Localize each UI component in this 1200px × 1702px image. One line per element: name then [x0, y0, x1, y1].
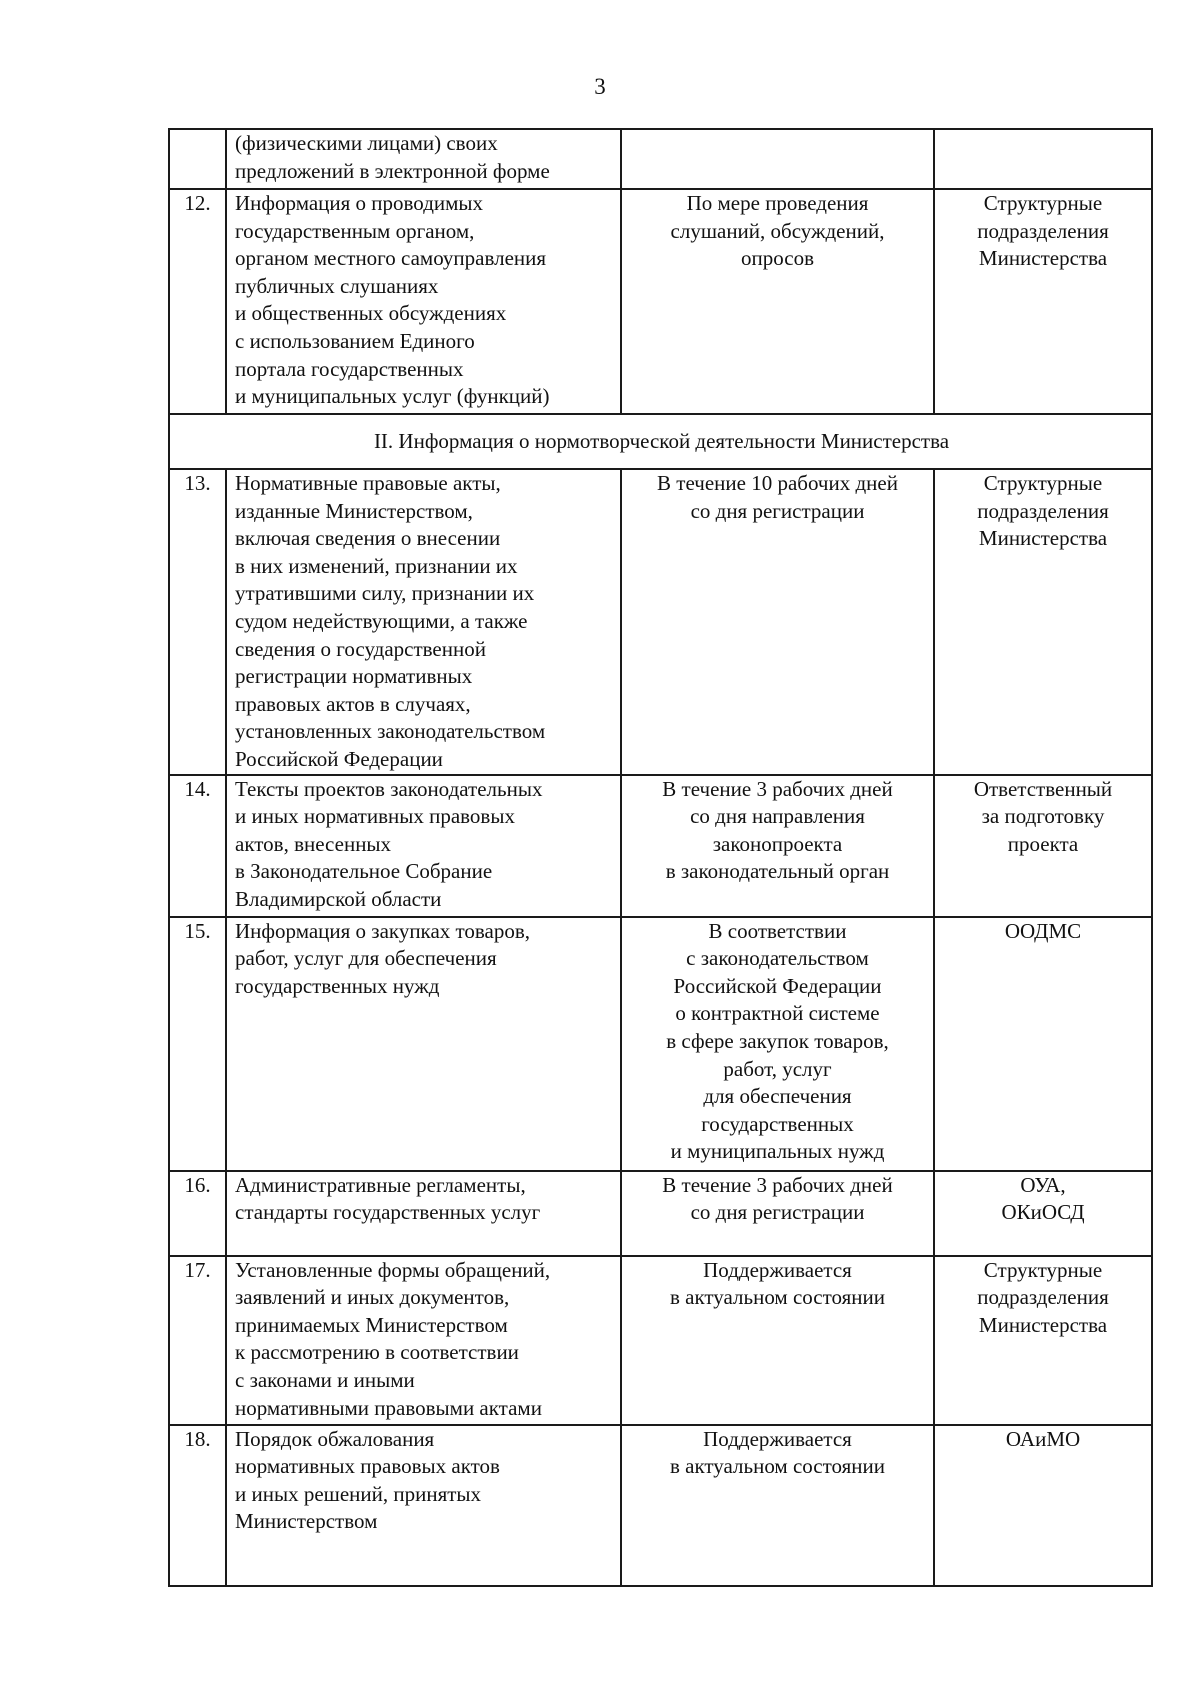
- section-header-row: [169, 414, 1152, 469]
- info-text: Установленные формы обращений, заявлений и иных документов, принимаемых Министерством к рассмотрению в соответствии с законами и иными нормативными правовыми актами: [235, 1257, 551, 1420]
- deadline-cell: [621, 189, 934, 414]
- row-number: 14.: [169, 775, 226, 917]
- deadline-cell: [621, 775, 934, 917]
- row-number: 12.: [169, 189, 226, 414]
- responsible-text: Структурные подразделения Министерства: [977, 1257, 1109, 1337]
- row-number: 15.: [169, 917, 226, 1171]
- table-row: [169, 129, 1152, 189]
- responsible-cell: [934, 1256, 1152, 1425]
- info-cell: [226, 1425, 621, 1586]
- responsible-text: ООДМС: [1004, 918, 1082, 943]
- info-text: Порядок обжалования нормативных правовых актов и иных решений, принятых Министерством: [235, 1426, 500, 1534]
- responsible-text: Структурные подразделения Министерства: [977, 471, 1109, 551]
- responsible-cell: [934, 189, 1152, 414]
- info-cell: [226, 1256, 621, 1425]
- responsible-text: ОУА, ОКиОСД: [1001, 1172, 1085, 1225]
- info-text: (физическими лицами) своих предложений в электронной форме: [235, 131, 550, 183]
- row-number: 17.: [169, 1256, 226, 1425]
- table-row: [169, 469, 1152, 775]
- deadline-cell: [621, 1171, 934, 1256]
- deadline-cell: [621, 1256, 934, 1425]
- section-title: II. Информация о нормотворческой деятельности Министерства: [169, 414, 1152, 469]
- info-text: Информация о проводимых государственным органом, органом местного самоуправления публичных слушаниях и общественных обсуждениях с использованием Единого портала государственных и муниципальных услуг (функций): [235, 191, 550, 409]
- row-number: [169, 129, 226, 189]
- info-cell: [226, 469, 621, 775]
- info-cell: [226, 1171, 621, 1256]
- responsible-cell: [934, 1425, 1152, 1586]
- row-number: 16.: [169, 1171, 226, 1256]
- deadline-text: В течение 3 рабочих дней со дня регистрации: [662, 1172, 893, 1225]
- table-row: [169, 189, 1152, 414]
- info-text: Административные регламенты, стандарты государственных услуг: [235, 1172, 541, 1225]
- info-text: Нормативные правовые акты, изданные Министерством, включая сведения о внесении в них изменений, признании их утратившими силу, признании их судом недействующими, а также сведения о государственной регистрации нормативных правовых актов в случаях, установленных законодательством Российской Федерации: [235, 471, 546, 771]
- deadline-text: В течение 3 рабочих дней со дня направления законопроекта в законодательный орган: [662, 776, 893, 884]
- responsible-cell: [934, 129, 1152, 189]
- deadline-cell: [621, 469, 934, 775]
- table-row: [169, 1256, 1152, 1425]
- table-row: [169, 917, 1152, 1171]
- info-cell: [226, 917, 621, 1171]
- table-row: [169, 1425, 1152, 1586]
- table-row: [169, 775, 1152, 917]
- responsible-cell: [934, 1171, 1152, 1256]
- responsible-text: Ответственный за подготовку проекта: [973, 776, 1113, 856]
- deadline-cell: [621, 129, 934, 189]
- deadline-text: Поддерживается в актуальном состоянии: [669, 1426, 885, 1479]
- deadline-text: В течение 10 рабочих дней со дня регистрации: [657, 471, 898, 523]
- info-cell: [226, 775, 621, 917]
- page-number: 3: [594, 74, 606, 99]
- row-number: 18.: [169, 1425, 226, 1586]
- deadline-text: По мере проведения слушаний, обсуждений, опросов: [670, 191, 885, 271]
- info-text: Информация о закупках товаров, работ, услуг для обеспечения государственных нужд: [235, 918, 531, 998]
- responsible-cell: [934, 917, 1152, 1171]
- deadline-text: В соответствии с законодательством Российской Федерации о контрактной системе в сфере закупок товаров, работ, услуг для обеспечения государственных и муниципальных нужд: [666, 918, 889, 1164]
- responsible-cell: [934, 469, 1152, 775]
- deadline-cell: [621, 1425, 934, 1586]
- row-number: 13.: [169, 469, 226, 775]
- table-row: [169, 1171, 1152, 1256]
- info-cell: [226, 129, 621, 189]
- responsible-text: ОАиМО: [1005, 1426, 1081, 1451]
- deadline-cell: [621, 917, 934, 1171]
- responsible-cell: [934, 775, 1152, 917]
- info-text: Тексты проектов законодательных и иных нормативных правовых актов, внесенных в Законодательное Собрание Владимирской области: [235, 776, 543, 911]
- info-cell: [226, 189, 621, 414]
- information-table: [168, 128, 1153, 1587]
- responsible-text: Структурные подразделения Министерства: [977, 191, 1109, 271]
- deadline-text: Поддерживается в актуальном состоянии: [669, 1257, 885, 1310]
